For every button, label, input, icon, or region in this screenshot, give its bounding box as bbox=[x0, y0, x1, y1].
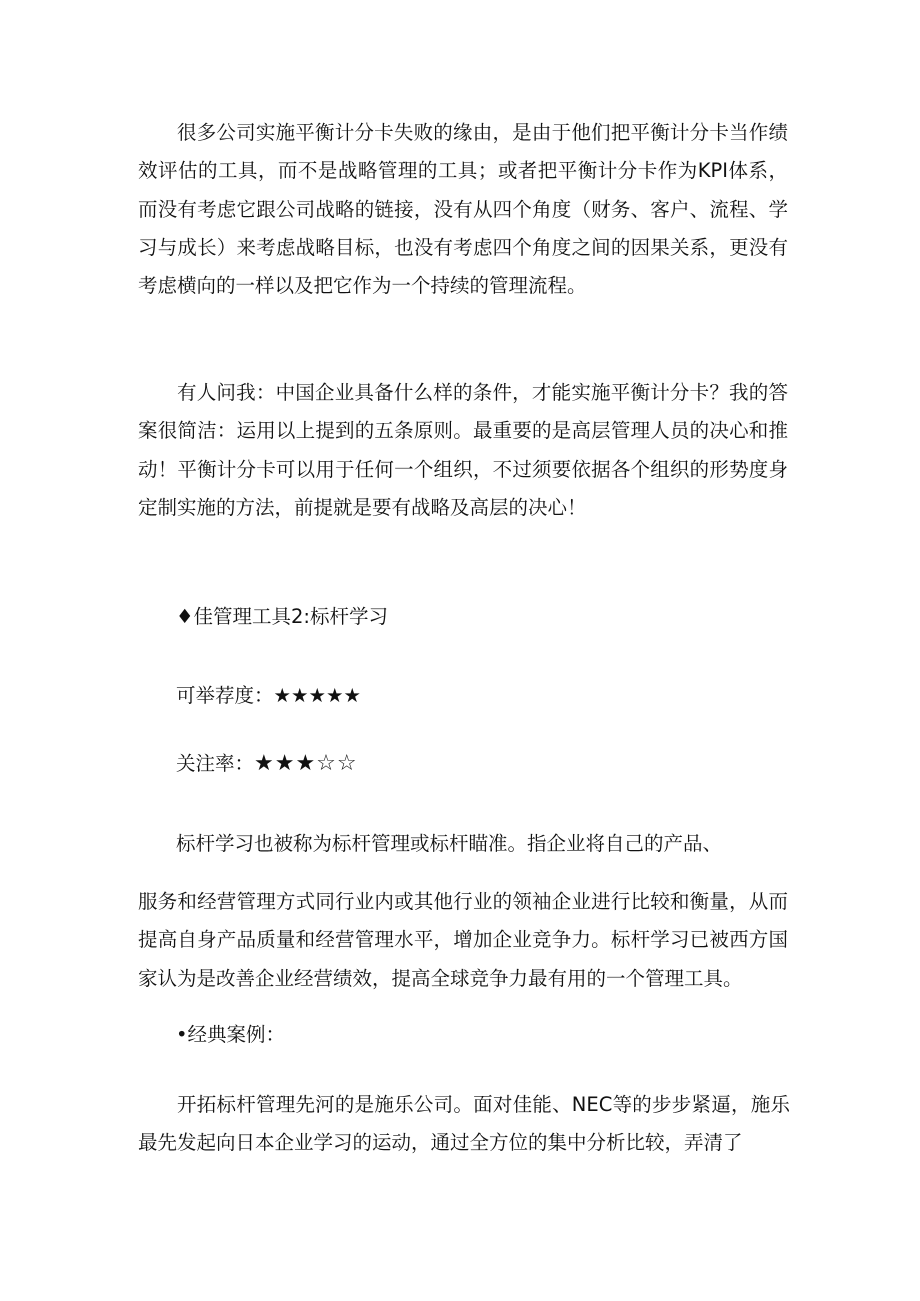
rating-recommend bbox=[176, 677, 361, 715]
rating-recommend-label: 可举荐度： bbox=[176, 684, 274, 707]
rating-attention-stars: ★★★☆☆ bbox=[254, 751, 358, 776]
rating-attention-label: 关注率： bbox=[176, 752, 255, 775]
paragraph-benchmarking-definition: 服务和经营管理方式同行业内或其他行业的领袖企业进行比较和衡量，从而提高自身产品质量和经营管理水平，增加企业竞争力。标杆学习已被西方国家认为是改善企业经营绩效，提高全球竞争力最有用的一个管理工具。 bbox=[138, 890, 788, 990]
paragraph-xerox-case: 开拓标杆管理先河的是施乐公司。面对佳能、NEC等的步步紧逼，施乐最先发起向日本企业学习的运动，通过全方位的集中分析比较，弄清了 bbox=[138, 1093, 790, 1155]
rating-attention bbox=[176, 745, 358, 783]
rating-recommend-stars: ★★★★★ bbox=[273, 684, 361, 707]
section-heading-benchmarking: ♦佳管理工具2:标杆学习 bbox=[176, 605, 388, 628]
paragraph-benchmarking-definition-first-line: 标杆学习也被称为标杆管理或标杆瞄准。指企业将自己的产品、 bbox=[176, 832, 723, 855]
section-heading-classic-case: •经典案例： bbox=[176, 1023, 286, 1046]
paragraph-bsc-failure: 很多公司实施平衡计分卡失败的缘由，是由于他们把平衡计分卡当作绩效评估的工具，而不是战略管理的工具；或者把平衡计分卡作为KPI体系，而没有考虑它跟公司战略的链接，没有从四个角度（财务、客户、流程、学习与成长）来考虑战略目标，也没有考虑四个角度之间的因果关系，更没有考虑横向的一样以及把它作为一个持续的管理流程。 bbox=[138, 121, 788, 298]
paragraph-bsc-conditions: 有人问我：中国企业具备什么样的条件，才能实施平衡计分卡？我的答案很简洁：运用以上提到的五条原则。最重要的是高层管理人员的决心和推动！平衡计分卡可以用于任何一个组织，不过须要依据各个组织的形势度身定制实施的方法，前提就是要有战略及高层的决心！ bbox=[138, 381, 788, 519]
